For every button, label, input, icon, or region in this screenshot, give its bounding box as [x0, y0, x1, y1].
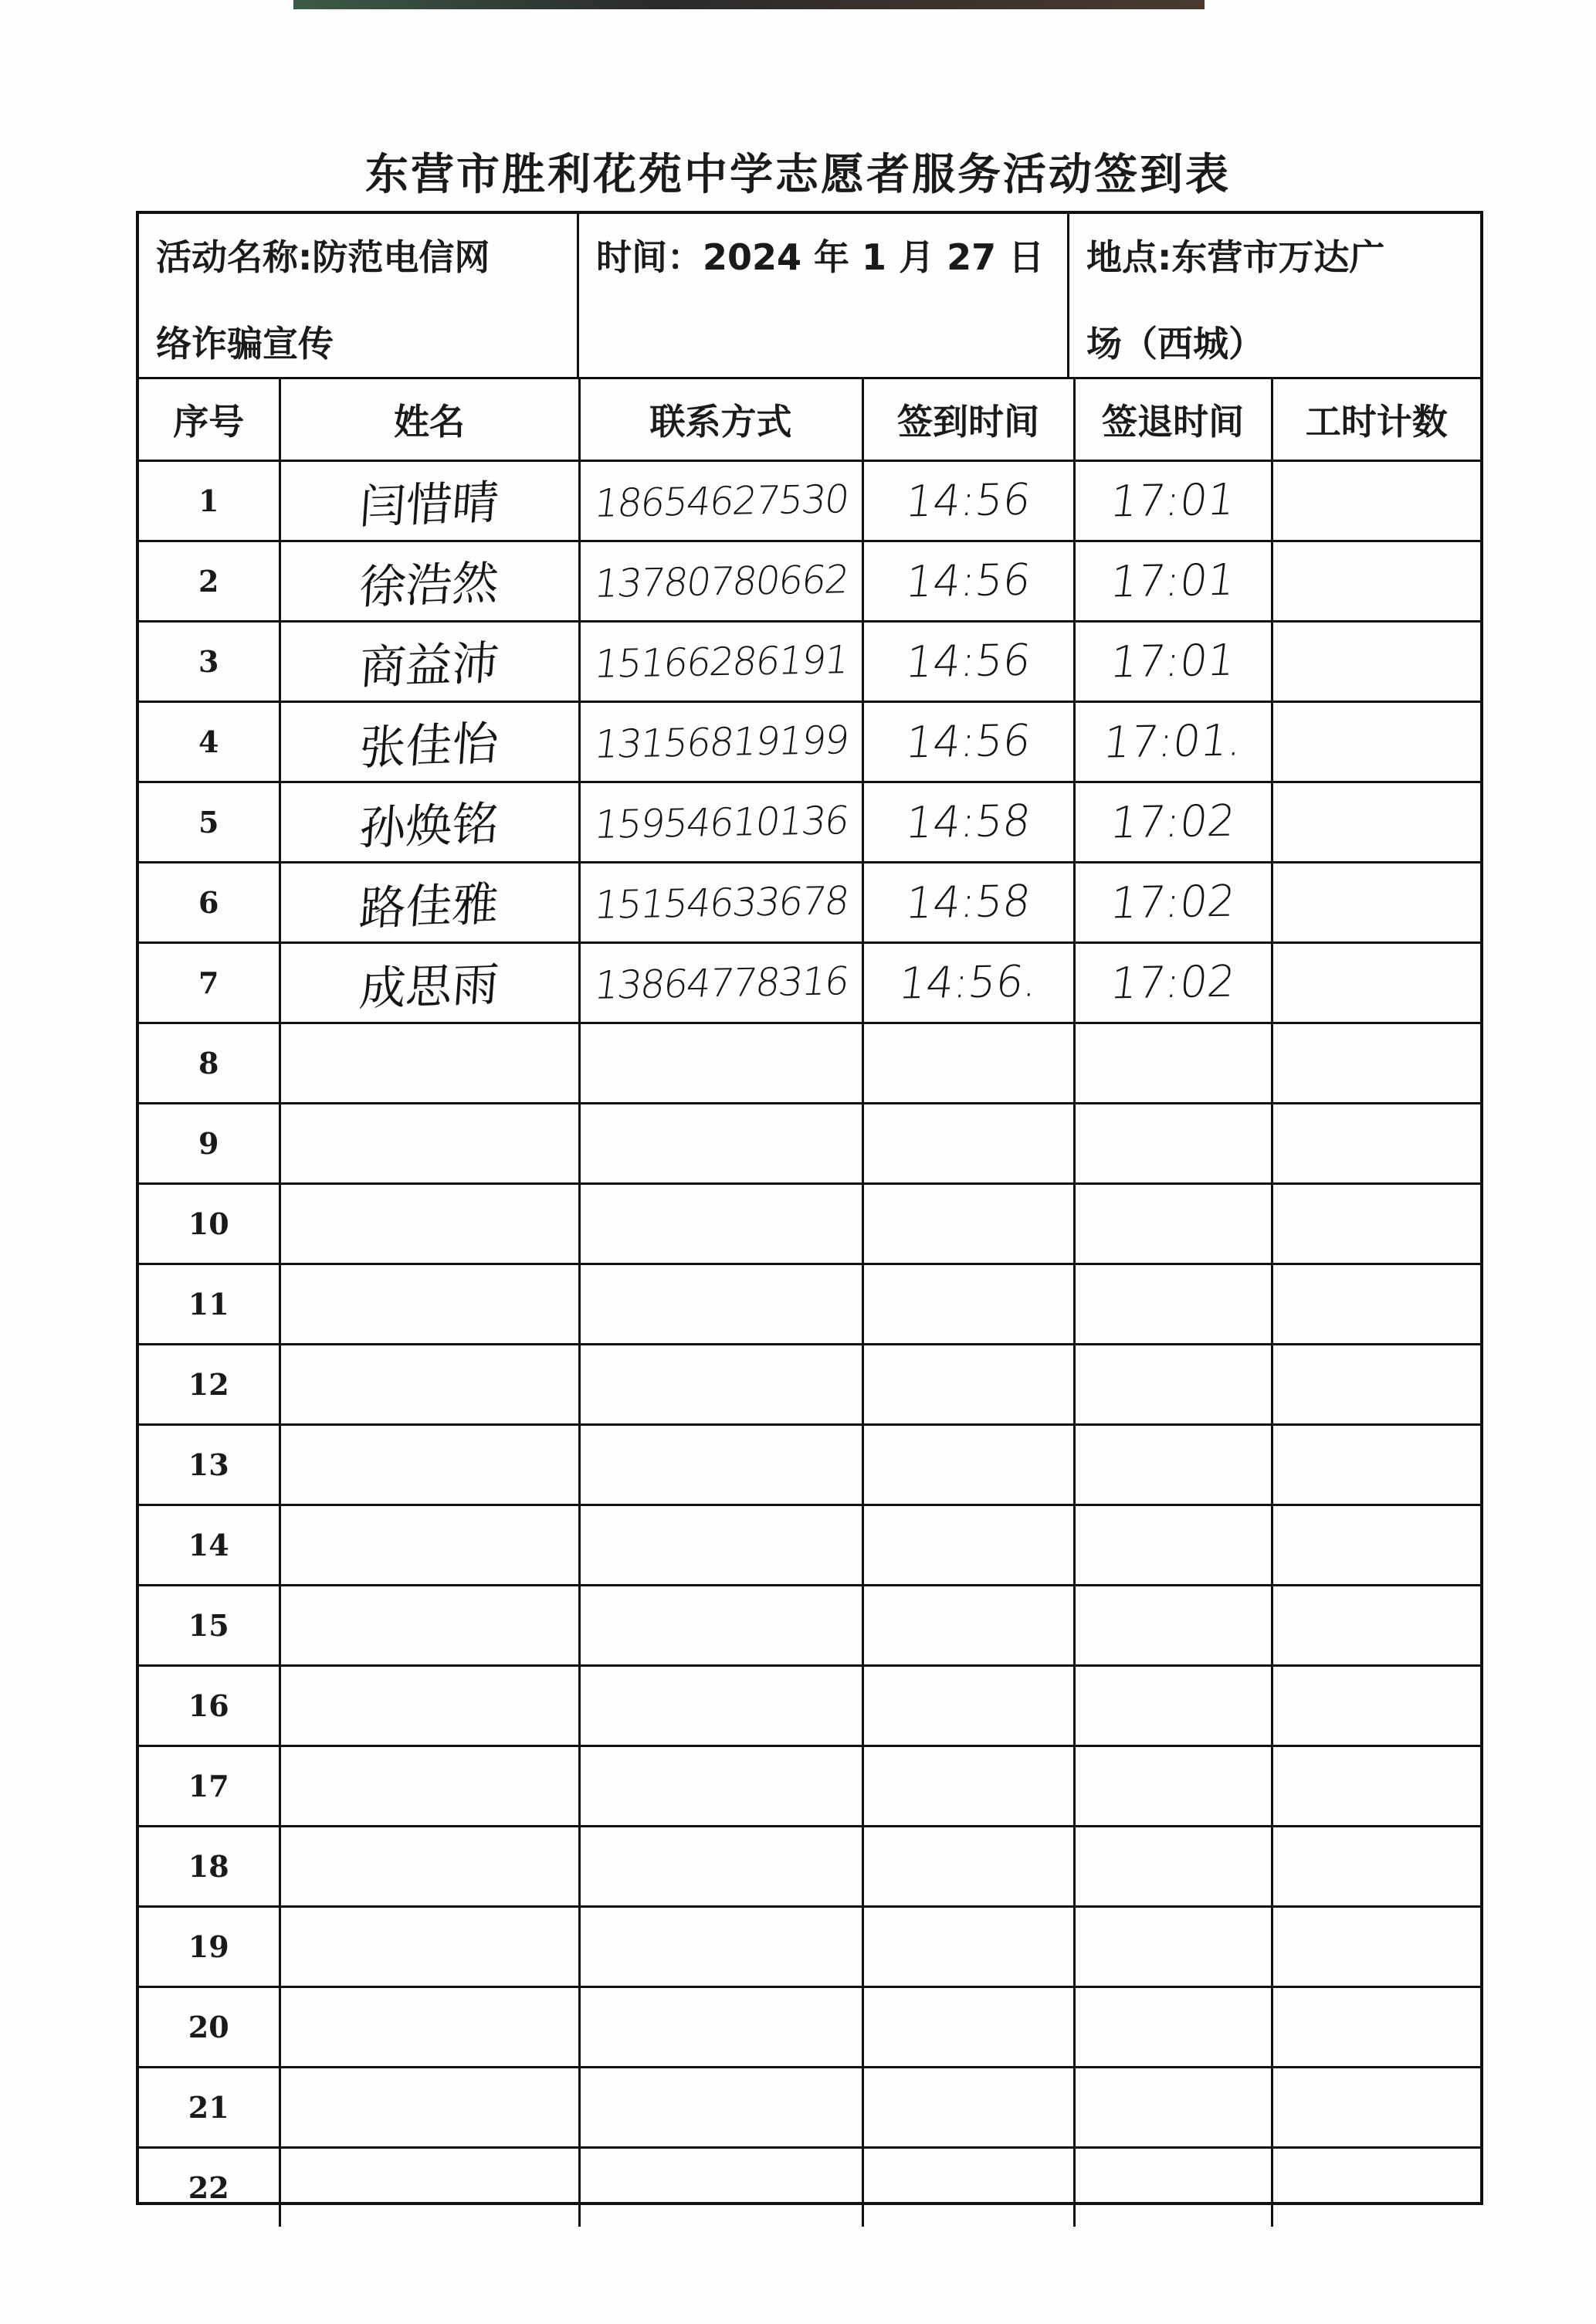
table-row	[139, 461, 1480, 541]
table-row	[139, 1425, 1480, 1505]
column-header-checkin: 签到时间	[862, 379, 1074, 461]
row-seq-number-cell	[139, 1987, 280, 2068]
row-work-hours-cell	[1272, 1345, 1480, 1425]
row-checkout-time-cell	[1074, 622, 1272, 702]
row-volunteer-name: 路佳雅	[357, 877, 501, 936]
row-seq-number-cell	[139, 541, 280, 622]
table-row	[139, 1023, 1480, 1104]
row-checkout-time-cell	[1074, 1907, 1272, 1987]
row-volunteer-name: 商益沛	[357, 636, 501, 695]
row-work-hours-cell	[1272, 2148, 1480, 2227]
row-work-hours-cell	[1272, 782, 1480, 863]
row-checkin-time-cell	[862, 1827, 1074, 1907]
row-seq-number: 8	[198, 1046, 219, 1081]
table-row	[139, 1907, 1480, 1987]
table-row	[139, 1505, 1480, 1586]
row-volunteer-name-cell	[280, 782, 579, 863]
row-checkout-time-cell	[1074, 1505, 1272, 1586]
row-seq-number: 9	[198, 1126, 219, 1161]
row-volunteer-name-cell	[280, 1184, 579, 1264]
row-work-hours-cell	[1272, 1586, 1480, 1666]
row-seq-number-cell	[139, 1184, 280, 1264]
row-seq-number: 6	[198, 885, 219, 920]
row-work-hours-cell	[1272, 1666, 1480, 1746]
row-contact-phone-cell	[579, 1987, 862, 2068]
row-seq-number: 21	[188, 2090, 229, 2125]
row-volunteer-name-cell	[280, 1345, 579, 1425]
row-work-hours-cell	[1272, 1987, 1480, 2068]
column-header-name: 姓名	[280, 379, 579, 461]
row-seq-number-cell	[139, 1425, 280, 1505]
row-checkin-time-cell	[862, 1023, 1074, 1104]
row-checkin-time-cell	[862, 1666, 1074, 1746]
activity-name-line1: 活动名称:防范电信网	[156, 236, 490, 278]
row-seq-number: 22	[188, 2170, 229, 2205]
row-seq-number: 5	[198, 805, 219, 840]
row-checkout-time-cell	[1074, 943, 1272, 1023]
row-volunteer-name: 徐浩然	[357, 555, 501, 615]
row-checkin-time-cell	[862, 1586, 1074, 1666]
row-seq-number-cell	[139, 1827, 280, 1907]
table-row	[139, 1345, 1480, 1425]
table-row	[139, 622, 1480, 702]
row-checkin-time: 14:56	[903, 715, 1034, 768]
row-contact-phone: 13780780662	[591, 556, 851, 606]
row-seq-number: 4	[198, 724, 219, 759]
row-volunteer-name: 张佳怡	[357, 716, 501, 775]
table-row	[139, 2068, 1480, 2148]
row-volunteer-name-cell	[280, 541, 579, 622]
table-row	[139, 541, 1480, 622]
activity-info-row	[139, 214, 1480, 379]
row-volunteer-name-cell	[280, 1023, 579, 1104]
row-seq-number-cell	[139, 1345, 280, 1425]
row-contact-phone: 15166286191	[591, 636, 851, 687]
table-row	[139, 1987, 1480, 2068]
row-volunteer-name-cell	[280, 1104, 579, 1184]
row-checkout-time-cell	[1074, 1666, 1272, 1746]
row-checkin-time-cell	[862, 943, 1074, 1023]
table-row	[139, 1264, 1480, 1345]
row-contact-phone-cell	[579, 1746, 862, 1827]
row-seq-number-cell	[139, 943, 280, 1023]
row-contact-phone-cell	[579, 461, 862, 541]
row-seq-number: 7	[198, 965, 219, 1000]
row-contact-phone-cell	[579, 2148, 862, 2227]
row-seq-number: 14	[188, 1528, 229, 1562]
row-seq-number-cell	[139, 782, 280, 863]
activity-location-line1: 地点:东营市万达广	[1086, 236, 1385, 278]
row-seq-number: 3	[198, 644, 219, 679]
activity-location-cell	[1069, 214, 1480, 377]
row-work-hours-cell	[1272, 1425, 1480, 1505]
row-checkout-time-cell	[1074, 1104, 1272, 1184]
column-header-hours: 工时计数	[1272, 379, 1480, 461]
row-checkin-time-cell	[862, 1104, 1074, 1184]
row-work-hours-cell	[1272, 622, 1480, 702]
row-work-hours-cell	[1272, 1827, 1480, 1907]
row-work-hours-cell	[1272, 2068, 1480, 2148]
row-checkin-time-cell	[862, 1987, 1074, 2068]
row-checkout-time: 17:02	[1107, 796, 1239, 849]
table-row	[139, 943, 1480, 1023]
row-checkout-time: 17:01	[1107, 635, 1239, 688]
row-checkin-time-cell	[862, 1907, 1074, 1987]
row-checkin-time: 14:58	[903, 796, 1034, 849]
row-work-hours-cell	[1272, 461, 1480, 541]
table-header-row	[139, 379, 1480, 461]
row-volunteer-name-cell	[280, 1264, 579, 1345]
row-seq-number: 13	[188, 1447, 229, 1482]
row-contact-phone-cell	[579, 1345, 862, 1425]
row-seq-number: 11	[188, 1287, 229, 1321]
table-row	[139, 1586, 1480, 1666]
row-checkout-time-cell	[1074, 541, 1272, 622]
row-volunteer-name-cell	[280, 702, 579, 782]
row-checkout-time-cell	[1074, 1345, 1272, 1425]
row-seq-number: 1	[198, 483, 219, 518]
row-checkin-time: 14:56	[903, 474, 1034, 528]
photo-edge-strip	[293, 0, 1205, 9]
row-checkout-time-cell	[1074, 1184, 1272, 1264]
row-volunteer-name-cell	[280, 1425, 579, 1505]
row-checkout-time-cell	[1074, 1425, 1272, 1505]
row-contact-phone-cell	[579, 1907, 862, 1987]
row-checkout-time-cell	[1074, 782, 1272, 863]
row-seq-number-cell	[139, 702, 280, 782]
table-row	[139, 1184, 1480, 1264]
row-contact-phone-cell	[579, 1104, 862, 1184]
row-seq-number-cell	[139, 2148, 280, 2227]
row-seq-number-cell	[139, 1666, 280, 1746]
row-checkin-time: 14:56.	[896, 956, 1041, 1009]
row-checkout-time: 17:02	[1107, 876, 1239, 929]
row-seq-number-cell	[139, 461, 280, 541]
row-volunteer-name: 成思雨	[357, 957, 501, 1016]
row-seq-number: 19	[188, 1929, 229, 1964]
row-checkout-time-cell	[1074, 1586, 1272, 1666]
row-work-hours-cell	[1272, 1746, 1480, 1827]
row-work-hours-cell	[1272, 863, 1480, 943]
row-work-hours-cell	[1272, 1184, 1480, 1264]
row-seq-number-cell	[139, 2068, 280, 2148]
row-checkin-time-cell	[862, 541, 1074, 622]
column-header-seq: 序号	[139, 379, 280, 461]
row-volunteer-name-cell	[280, 1987, 579, 2068]
row-checkin-time-cell	[862, 782, 1074, 863]
row-contact-phone-cell	[579, 1586, 862, 1666]
signin-sheet	[136, 211, 1483, 2205]
row-volunteer-name: 闫惜晴	[357, 475, 501, 534]
row-checkout-time-cell	[1074, 461, 1272, 541]
row-volunteer-name-cell	[280, 1586, 579, 1666]
row-checkin-time-cell	[862, 863, 1074, 943]
row-seq-number: 17	[188, 1769, 229, 1803]
column-header-checkout: 签退时间	[1074, 379, 1272, 461]
row-contact-phone: 15154633678	[591, 877, 851, 928]
table-row	[139, 1827, 1480, 1907]
row-contact-phone-cell	[579, 1505, 862, 1586]
row-contact-phone-cell	[579, 1264, 862, 1345]
row-checkin-time-cell	[862, 1264, 1074, 1345]
table-row	[139, 1746, 1480, 1827]
row-checkout-time: 17:01.	[1100, 715, 1245, 768]
row-work-hours-cell	[1272, 702, 1480, 782]
activity-name-cell	[139, 214, 579, 377]
row-seq-number-cell	[139, 622, 280, 702]
row-checkin-time-cell	[862, 461, 1074, 541]
row-checkout-time-cell	[1074, 702, 1272, 782]
row-volunteer-name-cell	[280, 863, 579, 943]
row-checkout-time-cell	[1074, 1987, 1272, 2068]
row-checkin-time: 14:56	[903, 555, 1034, 608]
row-checkin-time-cell	[862, 1746, 1074, 1827]
row-contact-phone-cell	[579, 541, 862, 622]
row-volunteer-name-cell	[280, 1907, 579, 1987]
row-checkout-time-cell	[1074, 863, 1272, 943]
row-volunteer-name-cell	[280, 622, 579, 702]
row-contact-phone-cell	[579, 622, 862, 702]
row-work-hours-cell	[1272, 1104, 1480, 1184]
row-work-hours-cell	[1272, 1264, 1480, 1345]
row-seq-number: 15	[188, 1608, 229, 1643]
row-checkout-time-cell	[1074, 2148, 1272, 2227]
row-work-hours-cell	[1272, 1023, 1480, 1104]
row-contact-phone: 15954610136	[591, 797, 851, 847]
row-volunteer-name-cell	[280, 943, 579, 1023]
signin-table	[139, 379, 1480, 2227]
row-contact-phone-cell	[579, 2068, 862, 2148]
table-row	[139, 1666, 1480, 1746]
row-volunteer-name: 孙焕铭	[357, 796, 501, 856]
row-contact-phone-cell	[579, 1184, 862, 1264]
activity-name-line2: 络诈骗宣传	[156, 323, 334, 365]
row-work-hours-cell	[1272, 541, 1480, 622]
row-volunteer-name-cell	[280, 1505, 579, 1586]
row-checkin-time: 14:58	[903, 876, 1034, 929]
row-volunteer-name-cell	[280, 1827, 579, 1907]
row-contact-phone-cell	[579, 1425, 862, 1505]
row-checkout-time-cell	[1074, 1746, 1272, 1827]
row-volunteer-name-cell	[280, 461, 579, 541]
row-contact-phone-cell	[579, 702, 862, 782]
row-seq-number: 2	[198, 564, 219, 599]
row-checkin-time-cell	[862, 1425, 1074, 1505]
row-checkin-time-cell	[862, 2068, 1074, 2148]
table-row	[139, 2148, 1480, 2227]
row-checkin-time-cell	[862, 2148, 1074, 2227]
row-volunteer-name-cell	[280, 1666, 579, 1746]
row-checkout-time-cell	[1074, 1023, 1272, 1104]
row-contact-phone-cell	[579, 1827, 862, 1907]
row-seq-number: 16	[188, 1688, 229, 1723]
row-checkout-time-cell	[1074, 1264, 1272, 1345]
row-checkin-time: 14:56	[903, 635, 1034, 688]
row-checkin-time-cell	[862, 1345, 1074, 1425]
row-checkin-time-cell	[862, 1505, 1074, 1586]
row-seq-number: 10	[188, 1206, 229, 1241]
row-contact-phone-cell	[579, 863, 862, 943]
row-seq-number-cell	[139, 1264, 280, 1345]
row-checkin-time-cell	[862, 702, 1074, 782]
column-header-contact: 联系方式	[579, 379, 862, 461]
table-row	[139, 782, 1480, 863]
row-contact-phone-cell	[579, 782, 862, 863]
row-contact-phone: 18654627530	[591, 476, 851, 526]
row-seq-number-cell	[139, 1907, 280, 1987]
row-seq-number-cell	[139, 1746, 280, 1827]
row-checkin-time-cell	[862, 622, 1074, 702]
activity-location-line2: 场（西城）	[1086, 323, 1264, 365]
row-checkout-time: 17:02	[1107, 956, 1239, 1009]
row-volunteer-name-cell	[280, 2068, 579, 2148]
table-row	[139, 863, 1480, 943]
row-seq-number-cell	[139, 863, 280, 943]
row-checkout-time: 17:01	[1107, 555, 1239, 608]
row-contact-phone-cell	[579, 1666, 862, 1746]
row-contact-phone: 13156819199	[591, 717, 851, 767]
row-work-hours-cell	[1272, 1505, 1480, 1586]
row-seq-number: 12	[188, 1367, 229, 1402]
row-checkout-time-cell	[1074, 2068, 1272, 2148]
row-checkin-time-cell	[862, 1184, 1074, 1264]
activity-time: 时间：2024 年 1 月 27 日	[596, 236, 1045, 278]
table-row	[139, 1104, 1480, 1184]
page-title: 东营市胜利花苑中学志愿者服务活动签到表	[365, 150, 1231, 200]
row-volunteer-name-cell	[280, 1746, 579, 1827]
row-volunteer-name-cell	[280, 2148, 579, 2227]
row-checkout-time: 17:01	[1107, 474, 1239, 528]
row-seq-number-cell	[139, 1505, 280, 1586]
row-seq-number: 18	[188, 1849, 229, 1884]
row-contact-phone-cell	[579, 1023, 862, 1104]
row-work-hours-cell	[1272, 1907, 1480, 1987]
row-seq-number: 20	[188, 2010, 229, 2044]
table-row	[139, 702, 1480, 782]
row-seq-number-cell	[139, 1104, 280, 1184]
row-seq-number-cell	[139, 1023, 280, 1104]
row-contact-phone-cell	[579, 943, 862, 1023]
row-work-hours-cell	[1272, 943, 1480, 1023]
row-contact-phone: 13864778316	[591, 958, 851, 1008]
row-seq-number-cell	[139, 1586, 280, 1666]
activity-time-cell	[579, 214, 1069, 377]
row-checkout-time-cell	[1074, 1827, 1272, 1907]
